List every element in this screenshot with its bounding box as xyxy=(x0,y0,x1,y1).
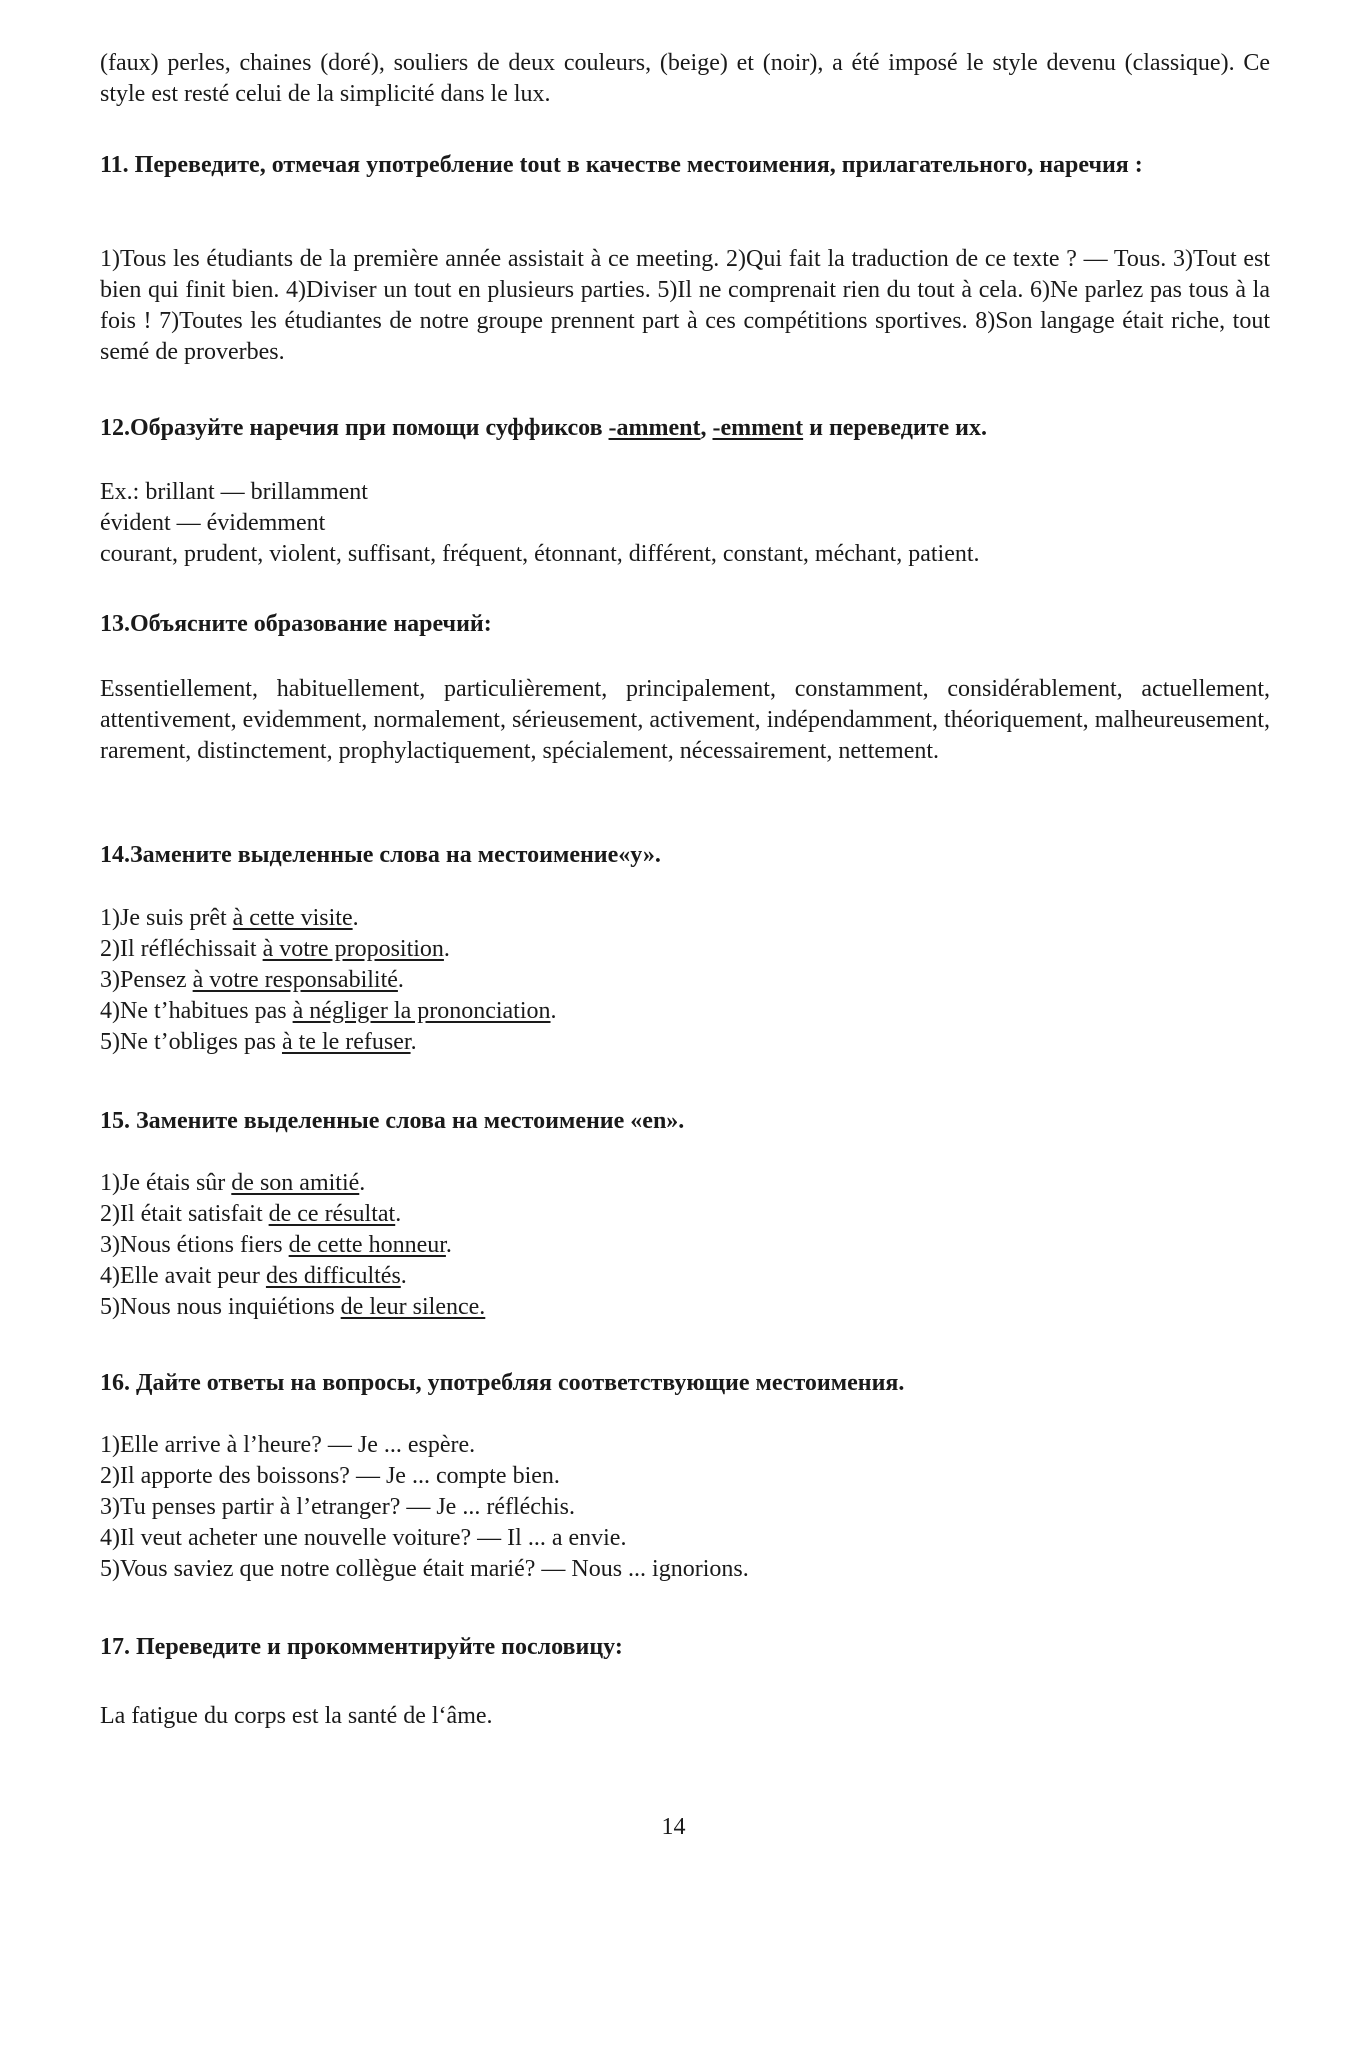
exercise-13-text: Essentiellement, habituellement, particulièrement, principalement, constamment, considérablement, actuellement, attentivement, evidemment, normalement, sérieusement, activement, indépendamment, théoriquement, malheureusement, rarement, distinctement, prophylactiquement, spécialement, nécessairement, nettement. xyxy=(100,676,1270,764)
highlighted-phrase: à te le refuser xyxy=(281,1029,411,1055)
exercise-12-word-list: courant, prudent, violent, suffisant, fréquent, étonnant, différent, constant, méchant, patient. xyxy=(100,541,980,567)
highlighted-phrase: à cette visite xyxy=(232,905,353,931)
exercise-15-list xyxy=(100,1168,1270,1323)
highlighted-phrase: des difficultés xyxy=(265,1263,401,1289)
exercise-14-item: 4)Ne t’habitues pas à négliger la prononciation. xyxy=(100,998,557,1024)
highlighted-phrase: à votre responsabilité xyxy=(192,967,398,993)
highlighted-phrase: de cette honneur xyxy=(288,1232,446,1258)
exercise-14-item: 3)Pensez à votre responsabilité. xyxy=(100,967,404,993)
exercise-14-heading: 14.Замените выделенные слова на местоимение«у». xyxy=(100,842,661,868)
highlighted-phrase: de son amitié xyxy=(231,1170,360,1196)
exercise-12-example-1: Ex.: brillant — brillamment xyxy=(100,479,368,505)
exercise-15-item: 2)Il était satisfait de ce résultat. xyxy=(100,1201,402,1227)
highlighted-phrase: de leur silence. xyxy=(340,1294,486,1320)
exercise-17-heading: 17. Переведите и прокомментируйте пословицу: xyxy=(100,1634,623,1660)
exercise-12-heading-mid: , xyxy=(700,415,713,441)
exercise-16-item: 3)Tu penses partir à l’etranger? — Je ... réfléchis. xyxy=(100,1494,575,1520)
exercise-12-heading-pre: 12.Образуйте наречия при помощи суффиксов xyxy=(100,415,609,441)
exercise-11-text: 1)Tous les étudiants de la première année assistait à ce meeting. 2)Qui fait la traduction de ce texte ? — Tous. 3)Tout est bien qui finit bien. 4)Diviser un tout en plusieurs parties. 5)Il ne comprenait rien du tout à cela. 6)Ne parlez pas tous à la fois ! 7)Toutes les étudiantes de notre groupe prennent part à ces compétitions sportives. 8)Son langage était riche, tout semé de proverbes. xyxy=(100,246,1270,365)
exercise-14-item: 1)Je suis prêt à cette visite. xyxy=(100,905,359,931)
exercise-14-list xyxy=(100,903,1270,1058)
highlighted-phrase: à votre proposition xyxy=(262,936,444,962)
exercise-15-item: 3)Nous étions fiers de cette honneur. xyxy=(100,1232,452,1258)
exercise-15-heading: 15. Замените выделенные слова на местоимение «en». xyxy=(100,1108,685,1134)
intro-paragraph: (faux) perles, chaines (doré), souliers de deux couleurs, (beige) et (noir), a été imposé le style devenu (classique). Ce style est resté celui de la simplicité dans le lux. xyxy=(100,50,1270,107)
suffix-emment: -emment xyxy=(712,415,804,441)
exercise-16-item: 2)Il apporte des boissons? — Je ... compte bien. xyxy=(100,1463,560,1489)
page-number: 14 xyxy=(661,1814,686,1840)
highlighted-phrase: de ce résultat xyxy=(268,1201,396,1227)
suffix-amment: -amment xyxy=(608,415,701,441)
exercise-14-item: 2)Il réfléchissait à votre proposition. xyxy=(100,936,450,962)
exercise-16-item: 5)Vous saviez que notre collègue était marié? — Nous ... ignorions. xyxy=(100,1556,749,1582)
exercise-12-body xyxy=(100,477,1270,570)
proverb-text: La fatigue du corps est la santé de l‘âme. xyxy=(100,1703,493,1729)
highlighted-phrase: à négliger la prononciation xyxy=(292,998,551,1024)
exercise-12-example-2: évident — évidemment xyxy=(100,510,326,536)
exercise-16-item: 1)Elle arrive à l’heure? — Je ... espère. xyxy=(100,1432,476,1458)
exercise-16-list xyxy=(100,1430,1270,1585)
exercise-15-item: 1)Je étais sûr de son amitié. xyxy=(100,1170,366,1196)
exercise-15-item: 4)Elle avait peur des difficultés. xyxy=(100,1263,407,1289)
exercise-14-item: 5)Ne t’obliges pas à te le refuser. xyxy=(100,1029,417,1055)
exercise-13-heading: 13.Объясните образование наречий: xyxy=(100,611,492,637)
exercise-16-item: 4)Il veut acheter une nouvelle voiture? — Il ... a envie. xyxy=(100,1525,627,1551)
exercise-15-item: 5)Nous nous inquiétions de leur silence. xyxy=(100,1294,486,1320)
exercise-16-heading: 16. Дайте ответы на вопросы, употребляя соответствующие местоимения. xyxy=(100,1370,905,1396)
exercise-12-heading xyxy=(100,413,1270,444)
exercise-11-heading: 11. Переведите, отмечая употребление tout в качестве местоимения, прилагательного, наречия : xyxy=(100,152,1143,178)
exercise-12-heading-post: и переведите их. xyxy=(803,415,987,441)
